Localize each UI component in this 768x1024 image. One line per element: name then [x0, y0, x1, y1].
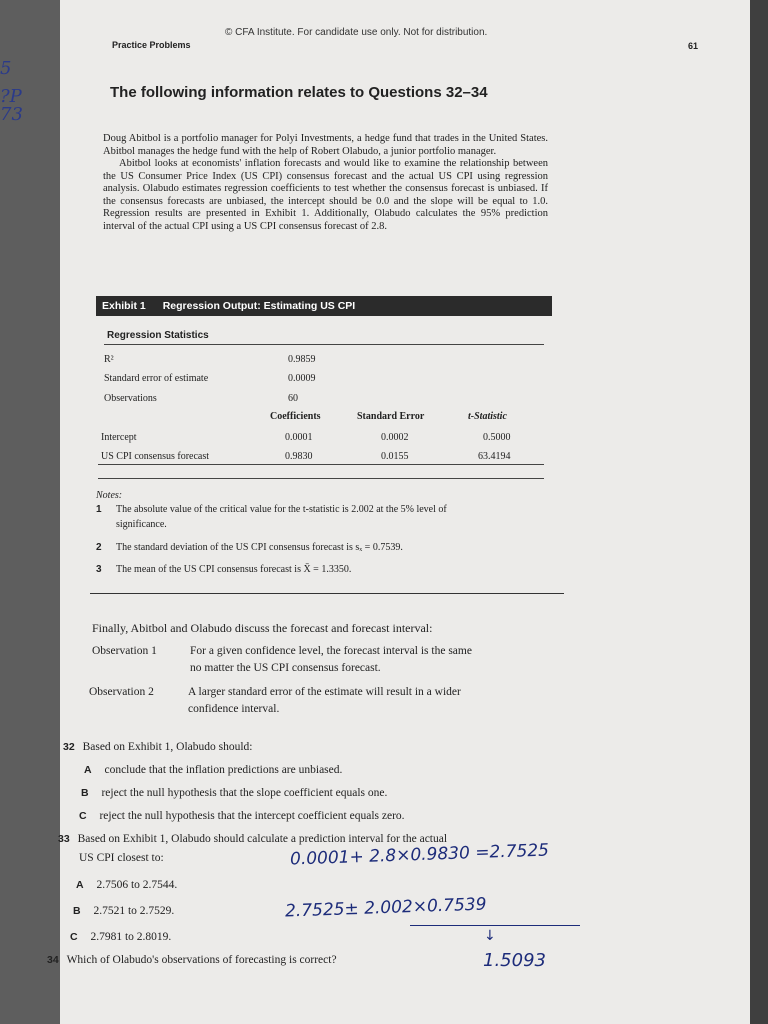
stat-value-observations: 60: [288, 393, 298, 404]
handwritten-underline: [410, 925, 580, 926]
question-text: Based on Exhibit 1, Olabudo should:: [82, 741, 253, 753]
forecast-coefficient: 0.9830: [285, 451, 313, 462]
stat-label-se: Standard error of estimate: [104, 373, 209, 384]
column-header-coefficients: Coefficients: [270, 411, 321, 422]
option-letter: C: [79, 810, 87, 822]
question-number: 33: [58, 833, 70, 845]
option-32-a: [84, 763, 342, 778]
column-header-standard-error: Standard Error: [357, 411, 425, 422]
desk-shadow-left: [0, 0, 60, 1024]
page-number: 61: [688, 41, 699, 51]
forecast-t-statistic: 63.4194: [478, 451, 511, 462]
note-number: 3: [96, 564, 102, 575]
option-32-b: [81, 786, 387, 801]
observation-2-label: Observation 2: [89, 686, 154, 698]
stat-value-se: 0.0009: [288, 373, 316, 384]
observation-1-label: Observation 1: [92, 645, 157, 657]
section-title: Practice Problems: [112, 40, 191, 50]
observation-1-line-1: For a given confidence level, the forecast interval is the same: [190, 645, 472, 657]
option-text: 2.7521 to 2.7529.: [93, 905, 175, 917]
option-letter: A: [76, 879, 84, 891]
discussion-intro: Finally, Abitbol and Olabudo discuss the forecast and forecast interval:: [92, 621, 433, 635]
option-33-a: [76, 878, 177, 893]
exhibit-header: [96, 296, 552, 316]
intro-paragraph-2: Abitbol looks at economists' inflation forecasts and would like to examine the relationship between the US Consumer Price Index (US CPI) consensus forecast and the actual US CPI using regression analysis. Olabudo estimates regression coefficients to test whether the consensus forecast is unbiased. If the consensus forecasts are unbiased, the intercept should be 0.0 and the slope will be equal to 1.0. Regression results are presented in Exhibit 1. Additionally, Olabudo calculates the 95% prediction interval of the actual CPI using a US CPI consensus forecast of 2.8.: [103, 158, 548, 232]
scribble-line: ?P: [0, 86, 22, 107]
stat-label-r2: R²: [104, 354, 114, 365]
question-text-line-1: Based on Exhibit 1, Olabudo should calculate a prediction interval for the actual: [77, 833, 448, 845]
scribble-line: 73: [0, 104, 23, 125]
option-text: reject the null hypothesis that the intercept coefficient equals zero.: [99, 810, 405, 822]
option-33-b: [73, 904, 174, 919]
scribble-line: 5: [0, 58, 12, 79]
stat-value-r2: 0.9859: [288, 354, 316, 365]
option-33-c: [70, 930, 171, 945]
question-text: Which of Olabudo's observations of forecasting is correct?: [66, 954, 337, 966]
question-33-line-2: US CPI closest to:: [79, 852, 164, 864]
notes-title: Notes:: [96, 490, 123, 501]
intro-paragraph-1: Doug Abitbol is a portfolio manager for Polyi Investments, a hedge fund that trades in the United States. Abitbol manages the hedge fund with the help of Robert Olabudo, a junior portfolio manager.: [103, 133, 548, 157]
intercept-standard-error: 0.0002: [381, 432, 409, 443]
divider: [98, 478, 544, 479]
intercept-coefficient: 0.0001: [285, 432, 313, 443]
option-letter: C: [70, 931, 78, 943]
option-32-c: [79, 809, 405, 824]
option-letter: B: [73, 905, 81, 917]
question-number: 32: [63, 741, 75, 753]
stat-label-observations: Observations: [104, 393, 157, 404]
option-text: 2.7506 to 2.7544.: [96, 879, 178, 891]
question-33: [58, 832, 447, 847]
observation-2-line-1: A larger standard error of the estimate will result in a wider: [188, 686, 461, 698]
intro-text: [103, 133, 548, 233]
option-text: reject the null hypothesis that the slope coefficient equals one.: [101, 787, 388, 799]
regression-statistics-header: Regression Statistics: [107, 330, 209, 341]
copyright-notice: © CFA Institute. For candidate use only. Not for distribution.: [225, 27, 488, 38]
note-number: 1: [96, 504, 102, 515]
column-header-t-statistic: t-Statistic: [468, 411, 507, 422]
divider: [104, 344, 544, 345]
note-1-line-1: The absolute value of the critical value for the t-statistic is 2.002 at the 5% level of: [116, 504, 447, 515]
questions-heading: The following information relates to Questions 32–34: [110, 84, 488, 101]
divider: [98, 464, 544, 465]
exhibit-title: Regression Output: Estimating US CPI: [162, 300, 356, 312]
option-text: 2.7981 to 2.8019.: [90, 931, 172, 943]
forecast-standard-error: 0.0155: [381, 451, 409, 462]
note-2: The standard deviation of the US CPI consensus forecast is sₓ = 0.7539.: [116, 542, 403, 553]
row-label-intercept: Intercept: [101, 432, 137, 443]
option-letter: B: [81, 787, 89, 799]
question-34: [47, 953, 337, 968]
note-3: The mean of the US CPI consensus forecast is X̄ = 1.3350.: [116, 564, 352, 575]
divider: [90, 593, 564, 594]
handwritten-calculation-2: 2.7525± 2.002×0.7539: [284, 894, 487, 922]
question-number: 34: [47, 954, 59, 966]
exhibit-label: Exhibit 1: [102, 300, 146, 312]
intercept-t-statistic: 0.5000: [483, 432, 511, 443]
note-1-line-2: significance.: [116, 519, 167, 530]
handwritten-result: 1.5093: [483, 950, 546, 971]
option-letter: A: [84, 764, 92, 776]
observation-1-line-2: no matter the US CPI consensus forecast.: [190, 662, 381, 674]
margin-scribble: [0, 60, 23, 124]
page-edge-shadow: [750, 0, 768, 1024]
note-number: 2: [96, 542, 102, 553]
option-text: conclude that the inflation predictions are unbiased.: [104, 764, 343, 776]
handwritten-calculation-1: 0.0001+ 2.8×0.9830 =2.7525: [289, 840, 550, 870]
question-32: [63, 740, 253, 755]
observation-2-line-2: confidence interval.: [188, 703, 280, 715]
row-label-forecast: US CPI consensus forecast: [101, 451, 210, 462]
handwritten-arrow: ↓: [484, 928, 496, 944]
